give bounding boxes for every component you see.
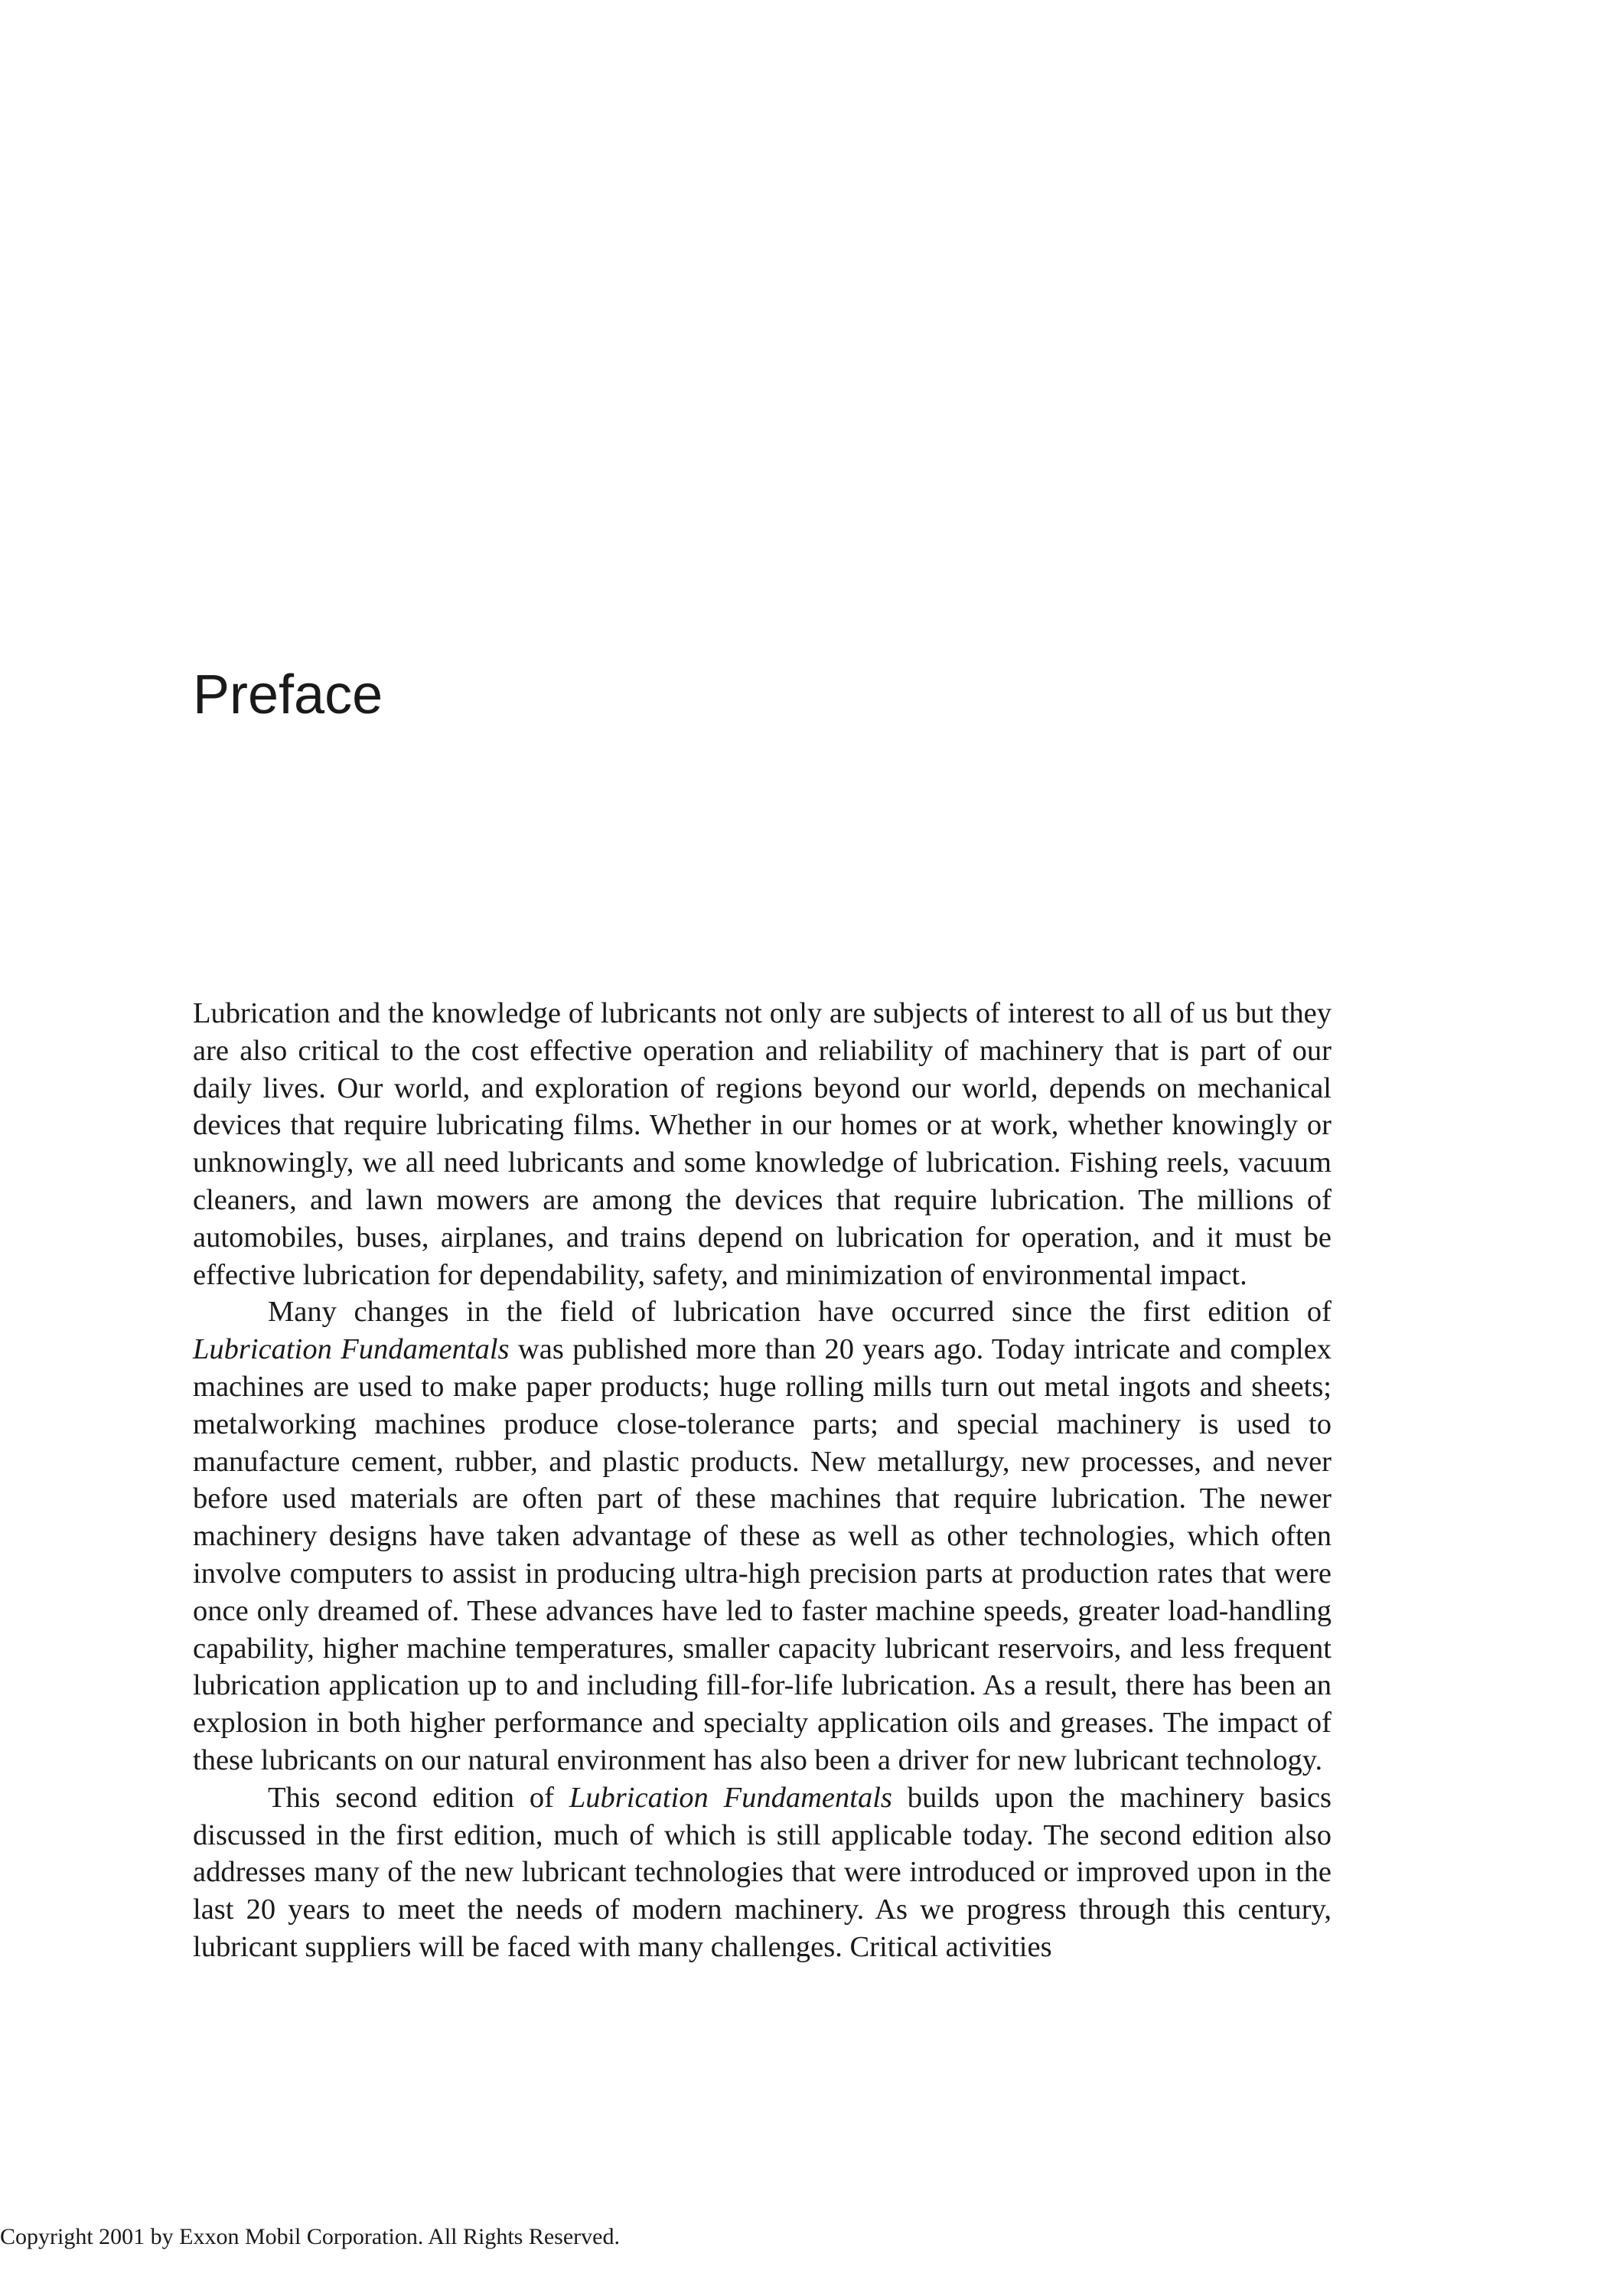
paragraph-2-rest: was published more than 20 years ago. Today intricate and complex machines are used to make paper products; huge rolling mills turn out metal ingots and sheets; metalworking machines produce close-tolerance parts; and special machinery is used to manufacture cement, rubber, and plastic products. New metallurgy, new processes, and never before used materials are often part of these machines that require lubrication. The newer machinery designs have taken advantage of these as well as other technologies, which often involve computers to assist in producing ultra-high precision parts at production rates that were once only dreamed of. These advances have led to faster machine speeds, greater load-handling capability, higher machine temperatures, smaller capacity lubricant reservoirs, and less frequent lubrication application up to and including fill-for-life lubrication. As a result, there has been an explosion in both higher performance and specialty application oils and greases. The impact of these lubricants on our natural environment has also been a driver for new lubricant technology. — [193, 1333, 1332, 1776]
book-title-italic: Lubrication Fundamentals — [193, 1333, 510, 1366]
paragraph-3 — [193, 1779, 1332, 1966]
page-title: Preface — [193, 664, 383, 726]
book-title-italic: Lubrication Fundamentals — [569, 1781, 892, 1814]
paragraph-1: Lubrication and the knowledge of lubricants not only are subjects of interest to all of us but they are also critical to the cost effective operation and reliability of machinery that is part of our daily lives. Our world, and exploration of regions beyond our world, depends on mechanical devices that require lubricating films. Whether in our homes or at work, whether knowingly or unknowingly, we all need lubricants and some knowledge of lubrication. Fishing reels, vacuum cleaners, and lawn mowers are among the devices that require lubrication. The millions of automobiles, buses, airplanes, and trains depend on lubrication for operation, and it must be effective lubrication for dependability, safety, and minimization of environmental impact. — [193, 997, 1332, 1291]
paragraph-3-rest: builds upon the machinery basics discussed in the first edition, much of which is still applicable today. The second edition also addresses many of the new lubricant technologies that were introduced or improved upon in the last 20 years to meet the needs of modern machinery. As we progress through this century, lubricant suppliers will be faced with many challenges. Critical activities — [193, 1781, 1332, 1963]
preface-body — [193, 995, 1332, 1966]
paragraph-2-lead: Many changes in the field of lubrication have occurred since the first edition of — [268, 1296, 1332, 1329]
copyright-notice: Copyright 2001 by Exxon Mobil Corporation. All Rights Reserved. — [0, 2224, 620, 2249]
paragraph-2 — [193, 1293, 1332, 1779]
paragraph-3-lead: This second edition of — [268, 1781, 554, 1814]
